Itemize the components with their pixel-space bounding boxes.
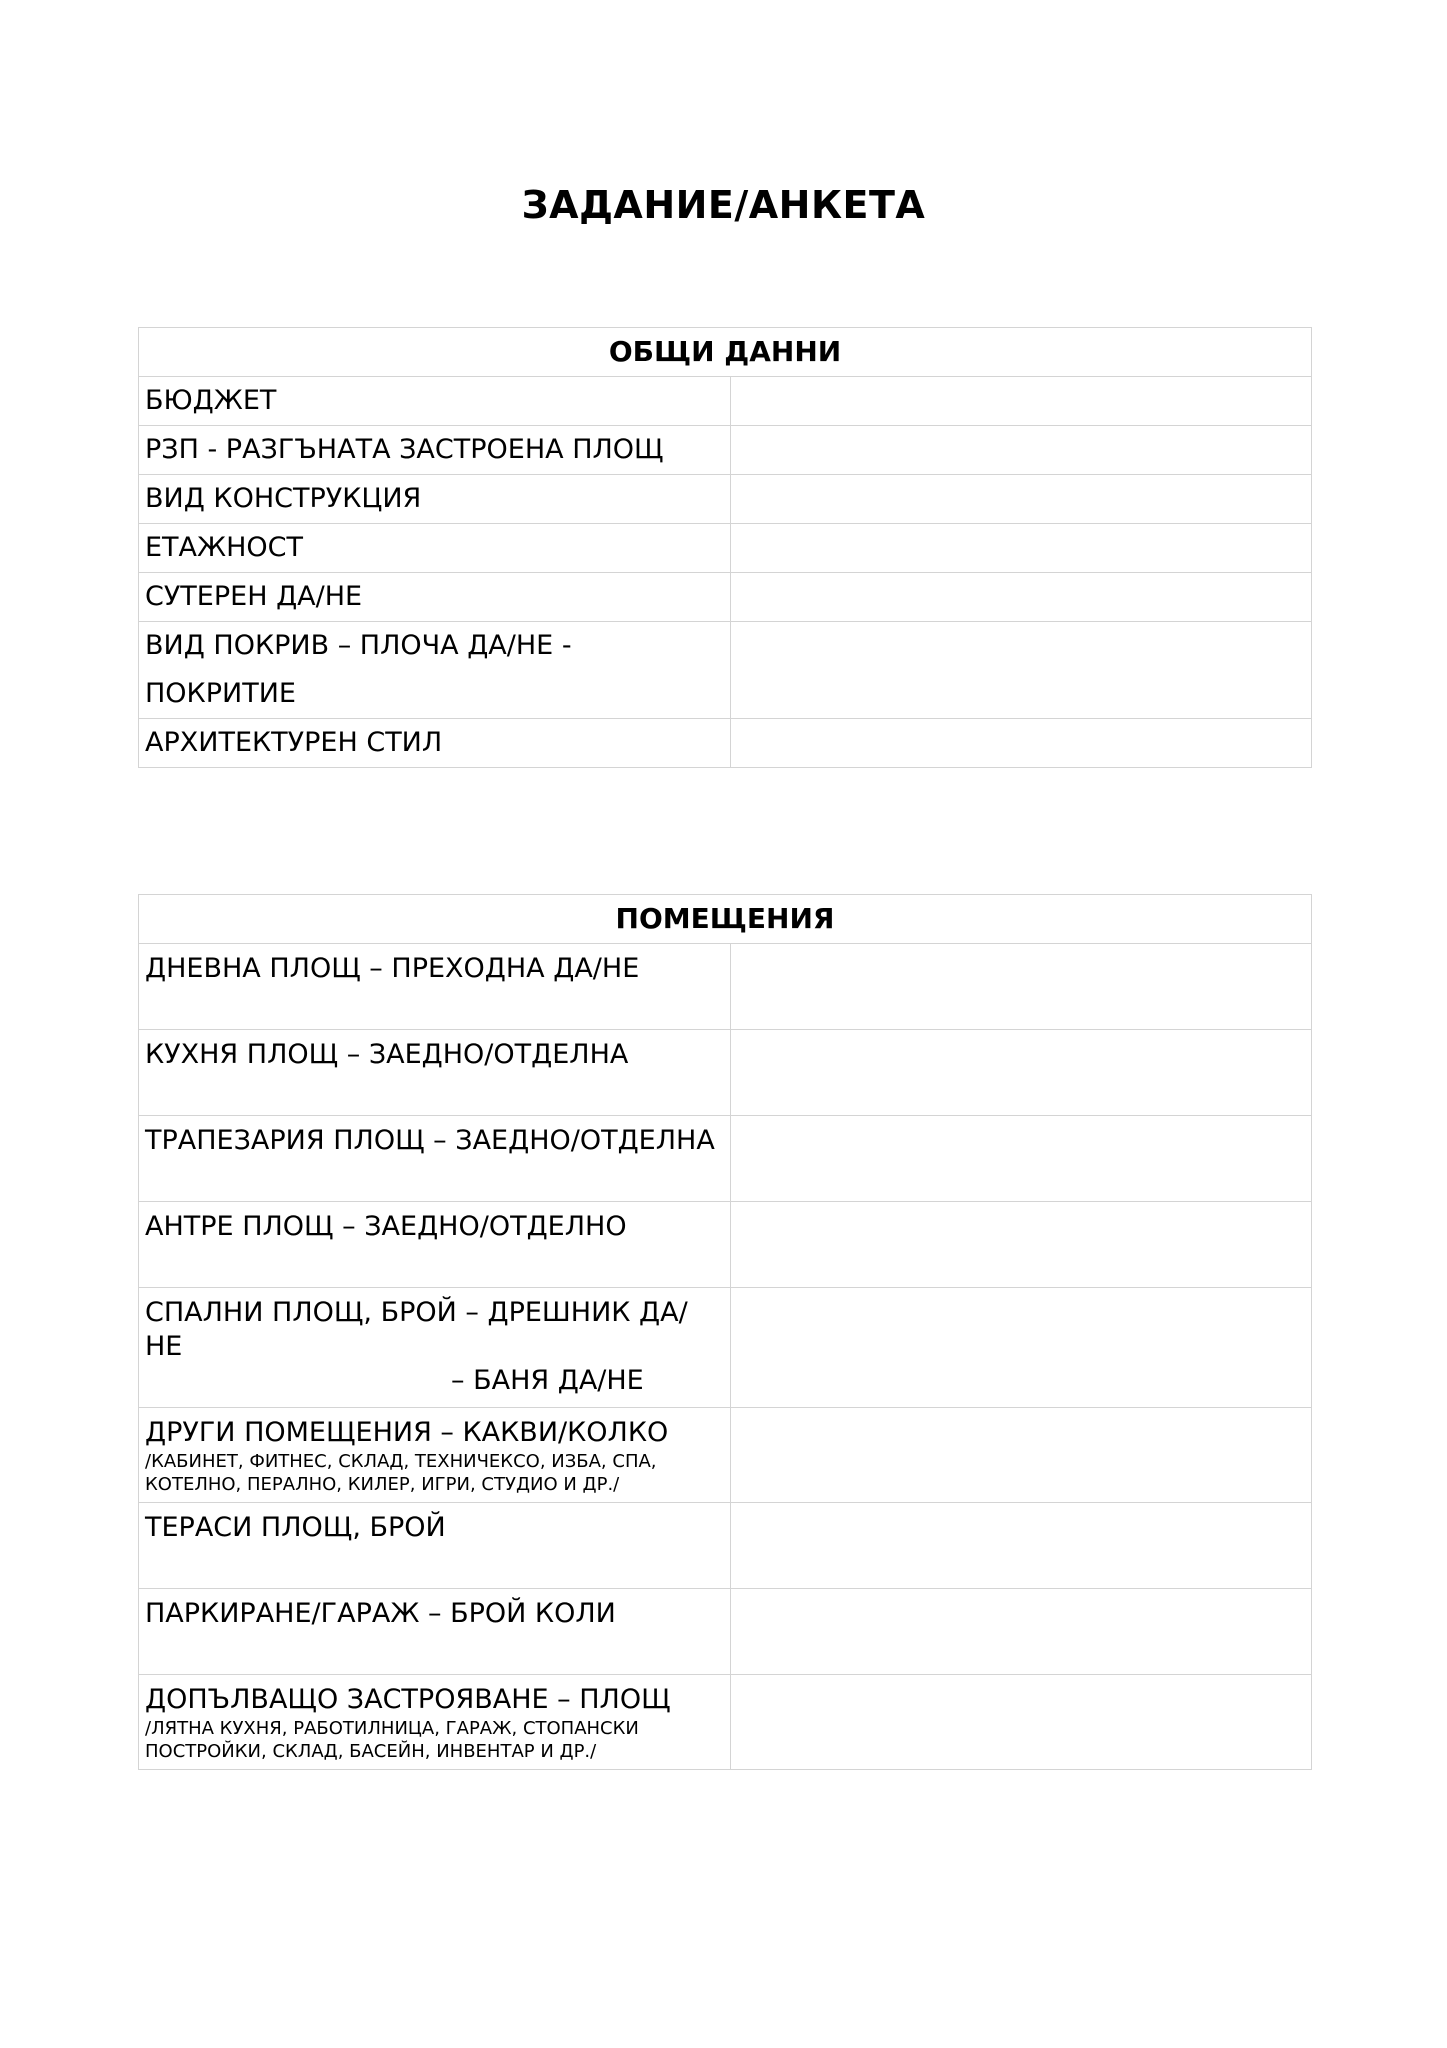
row-label-roof-type: ВИД ПОКРИВ – ПЛОЧА ДА/НЕ - ПОКРИТИЕ — [139, 622, 731, 719]
bedrooms-label-line2: – БАНЯ ДА/НЕ — [451, 1365, 644, 1396]
table-header-row — [139, 328, 1312, 377]
table-row — [139, 1675, 1312, 1770]
row-label-construction-type: ВИД КОНСТРУКЦИЯ — [139, 475, 731, 524]
table-row — [139, 622, 1312, 719]
table-row — [139, 719, 1312, 768]
row-label-other-rooms — [139, 1408, 731, 1503]
section-header-rooms: ПОМЕЩЕНИЯ — [139, 895, 1312, 944]
row-input-additional-buildings[interactable] — [731, 1675, 1312, 1770]
row-input-other-rooms[interactable] — [731, 1408, 1312, 1503]
table-row — [139, 1202, 1312, 1288]
table-header-row — [139, 895, 1312, 944]
row-input-floors[interactable] — [731, 524, 1312, 573]
row-label-gross-area: РЗП - РАЗГЪНАТА ЗАСТРОЕНА ПЛОЩ — [139, 426, 731, 475]
bedrooms-label-line1: СПАЛНИ ПЛОЩ, БРОЙ – ДРЕШНИК ДА/НЕ — [145, 1297, 688, 1362]
table-row — [139, 1589, 1312, 1675]
other-rooms-label: ДРУГИ ПОМЕЩЕНИЯ – КАКВИ/КОЛКО — [145, 1417, 669, 1448]
row-input-basement[interactable] — [731, 573, 1312, 622]
other-rooms-note: /КАБИНЕТ, ФИТНЕС, СКЛАД, ТЕХНИЧЕКСО, ИЗБА, СПА, КОТЕЛНО, ПЕРАЛНО, КИЛЕР, ИГРИ, СТУДИО И ДР./ — [145, 1451, 657, 1495]
row-input-bedrooms[interactable] — [731, 1288, 1312, 1408]
table-row — [139, 1288, 1312, 1408]
row-input-budget[interactable] — [731, 377, 1312, 426]
rooms-table — [138, 894, 1312, 1770]
row-label-living-room: ДНЕВНА ПЛОЩ – ПРЕХОДНА ДА/НЕ — [139, 944, 731, 1030]
row-label-budget: БЮДЖЕТ — [139, 377, 731, 426]
row-input-dining-room[interactable] — [731, 1116, 1312, 1202]
row-input-roof-type[interactable] — [731, 622, 1312, 719]
page-title: ЗАДАНИЕ/АНКЕТА — [521, 183, 926, 227]
row-label-basement: СУТЕРЕН ДА/НЕ — [139, 573, 731, 622]
row-label-hallway: АНТРЕ ПЛОЩ – ЗАЕДНО/ОТДЕЛНО — [139, 1202, 731, 1288]
row-input-kitchen[interactable] — [731, 1030, 1312, 1116]
table-row — [139, 524, 1312, 573]
table-row — [139, 1030, 1312, 1116]
row-label-architectural-style: АРХИТЕКТУРЕН СТИЛ — [139, 719, 731, 768]
row-label-additional-buildings — [139, 1675, 731, 1770]
table-row — [139, 1503, 1312, 1589]
row-input-architectural-style[interactable] — [731, 719, 1312, 768]
additional-buildings-label: ДОПЪЛВАЩО ЗАСТРОЯВАНЕ – ПЛОЩ — [145, 1684, 671, 1715]
row-label-terraces: ТЕРАСИ ПЛОЩ, БРОЙ — [139, 1503, 731, 1589]
table-row — [139, 475, 1312, 524]
row-input-living-room[interactable] — [731, 944, 1312, 1030]
row-input-terraces[interactable] — [731, 1503, 1312, 1589]
general-data-table — [138, 327, 1312, 768]
row-label-parking: ПАРКИРАНЕ/ГАРАЖ – БРОЙ КОЛИ — [139, 1589, 731, 1675]
table-row — [139, 426, 1312, 475]
table-row — [139, 944, 1312, 1030]
row-input-parking[interactable] — [731, 1589, 1312, 1675]
row-input-construction-type[interactable] — [731, 475, 1312, 524]
row-label-bedrooms — [139, 1288, 731, 1408]
additional-buildings-note: /ЛЯТНА КУХНЯ, РАБОТИЛНИЦА, ГАРАЖ, СТОПАНСКИ ПОСТРОЙКИ, СКЛАД, БАСЕЙН, ИНВЕНТАР И ДР./ — [145, 1718, 639, 1762]
row-label-dining-room: ТРАПЕЗАРИЯ ПЛОЩ – ЗАЕДНО/ОТДЕЛНА — [139, 1116, 731, 1202]
row-label-floors: ЕТАЖНОСТ — [139, 524, 731, 573]
row-input-hallway[interactable] — [731, 1202, 1312, 1288]
table-row — [139, 1408, 1312, 1503]
section-header-general: ОБЩИ ДАННИ — [139, 328, 1312, 377]
row-input-gross-area[interactable] — [731, 426, 1312, 475]
row-label-kitchen: КУХНЯ ПЛОЩ – ЗАЕДНО/ОТДЕЛНА — [139, 1030, 731, 1116]
table-row — [139, 573, 1312, 622]
table-row — [139, 377, 1312, 426]
table-row — [139, 1116, 1312, 1202]
